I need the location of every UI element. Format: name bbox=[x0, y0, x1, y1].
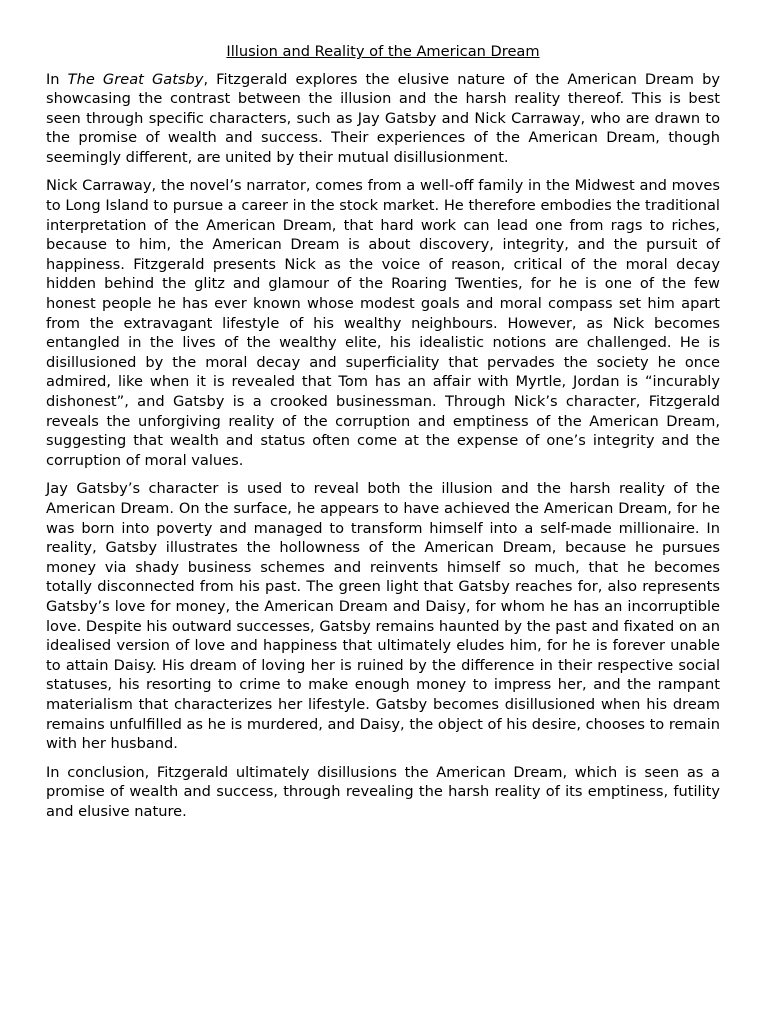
conclusion-paragraph: In conclusion, Fitzgerald ultimately disillusions the American Dream, which is seen as a promise of wealth and success, through revealing the harsh reality of its emptiness, futility and elusive nature. bbox=[46, 763, 720, 820]
intro-paragraph bbox=[46, 70, 720, 168]
book-title: The Great Gatsby bbox=[67, 70, 204, 88]
intro-rest: , Fitzgerald explores the elusive nature of the American Dream by showcasing the contrast between the illusion and the harsh reality thereof. This is best seen through specific characters, such as Jay Gatsby and Nick Carraway, who are drawn to the promise of wealth and success. Their experiences of the American Dream, though seemingly different, are united by their mutual disillusionment. bbox=[46, 70, 720, 166]
gatsby-paragraph: Jay Gatsby’s character is used to reveal both the illusion and the harsh reality of the American Dream. On the surface, he appears to have achieved the American Dream, for he was born into poverty and managed to transform himself into a self-made millionaire. In reality, Gatsby illustrates the hollowness of the American Dream, because he pursues money via shady business schemes and reinvents himself so much, that he becomes totally disconnected from his past. The green light that Gatsby reaches for, also represents Gatsby’s love for money, the American Dream and Daisy, for whom he has an incorruptible love. Despite his outward successes, Gatsby remains haunted by the past and fixated on an idealised version of love and happiness that ultimately eludes him, for he is forever unable to attain Daisy. His dream of loving her is ruined by the difference in their respective social statuses, his resorting to crime to make enough money to impress her, and the rampant materialism that characterizes her lifestyle. Gatsby becomes disillusioned when his dream remains unfulfilled as he is murdered, and Daisy, the object of his desire, chooses to remain with her husband. bbox=[46, 480, 720, 753]
document-title: Illusion and Reality of the American Dream bbox=[226, 43, 540, 60]
document-page bbox=[46, 42, 720, 830]
intro-lead: In bbox=[46, 70, 68, 88]
nick-paragraph: Nick Carraway, the novel’s narrator, comes from a well-off family in the Midwest and moves to Long Island to pursue a career in the stock market. He therefore embodies the traditional interpretation of the American Dream, that hard work can lead one from rags to riches, because to him, the American Dream is about discovery, integrity, and the pursuit of happiness. Fitzgerald presents Nick as the voice of reason, critical of the moral decay hidden behind the glitz and glamour of the Roaring Twenties, for he is one of the few honest people he has ever known whose modest goals and moral compass set him apart from the extravagant lifestyle of his wealthy neighbours. However, as Nick becomes entangled in the lives of the wealthy elite, his idealistic notions are challenged. He is disillusioned by the moral decay and superficiality that pervades the society he once admired, like when it is revealed that Tom has an affair with Myrtle, Jordan is “incurably dishonest”, and Gatsby is a crooked businessman. Through Nick’s character, Fitzgerald reveals the unforgiving reality of the corruption and emptiness of the American Dream, suggesting that wealth and status often come at the expense of one’s integrity and the corruption of moral values. bbox=[46, 177, 720, 469]
